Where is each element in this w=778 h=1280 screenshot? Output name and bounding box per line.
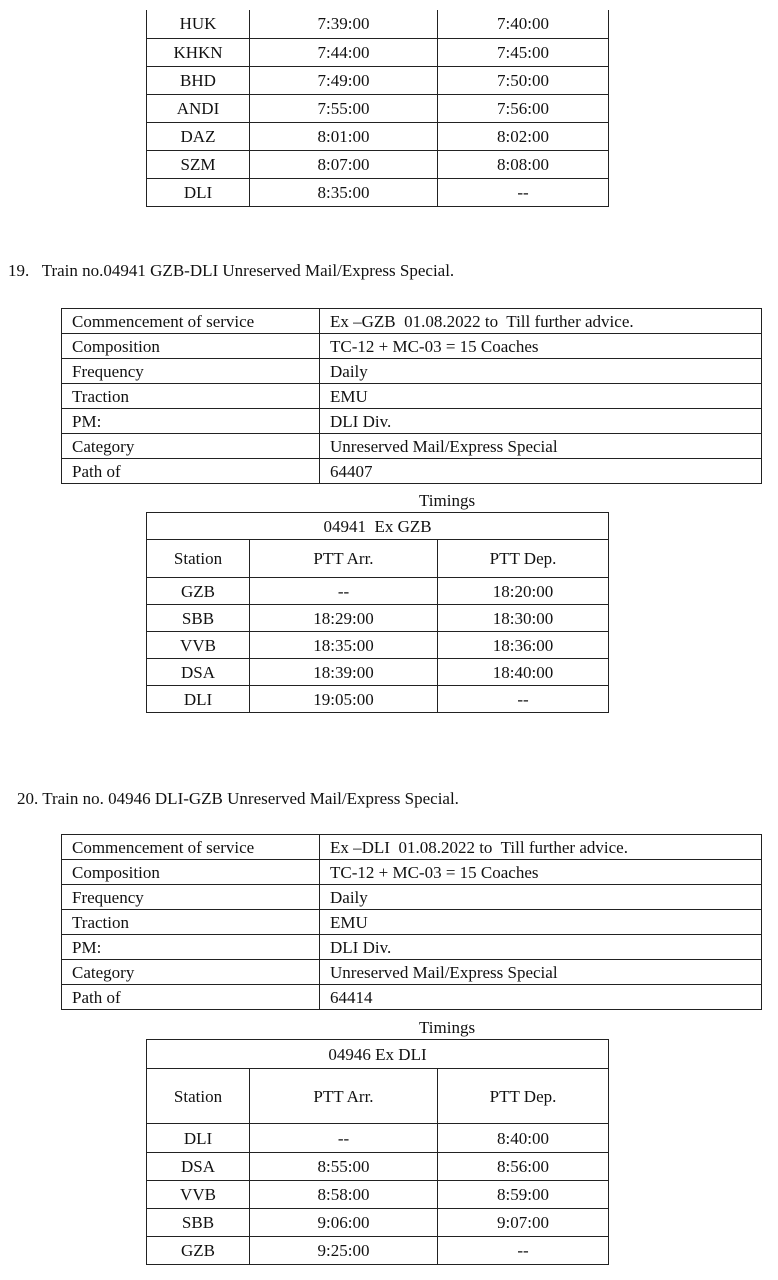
top-timing-table: [146, 10, 609, 207]
arrival-cell: 8:01:00: [250, 122, 438, 150]
arrival-cell: 7:39:00: [250, 10, 438, 38]
departure-cell: 7:56:00: [438, 94, 609, 122]
header-departure: PTT Dep.: [438, 1069, 609, 1124]
info-row: [62, 835, 762, 860]
info-row: [62, 409, 762, 434]
table-row: [147, 38, 609, 66]
info-value: Daily: [320, 885, 762, 910]
table-row: [147, 178, 609, 206]
info-value: Daily: [320, 359, 762, 384]
table-title: 04941 Ex GZB: [147, 513, 609, 540]
arrival-cell: 18:35:00: [250, 632, 438, 659]
info-value: TC-12 + MC-03 = 15 Coaches: [320, 334, 762, 359]
info-label: Frequency: [62, 359, 320, 384]
arrival-cell: 7:49:00: [250, 66, 438, 94]
info-row: [62, 885, 762, 910]
info-value: EMU: [320, 384, 762, 409]
info-row: [62, 459, 762, 484]
station-cell: SBB: [147, 1209, 250, 1237]
arrival-cell: 18:39:00: [250, 659, 438, 686]
arrival-cell: 9:25:00: [250, 1237, 438, 1265]
info-value: EMU: [320, 910, 762, 935]
station-cell: GZB: [147, 1237, 250, 1265]
section-20-heading: 20. Train no. 04946 DLI-GZB Unreserved Mail/Express Special.: [17, 789, 459, 808]
arrival-cell: 7:44:00: [250, 38, 438, 66]
departure-cell: 7:50:00: [438, 66, 609, 94]
info-value: Unreserved Mail/Express Special: [320, 960, 762, 985]
departure-cell: 18:40:00: [438, 659, 609, 686]
info-row: [62, 860, 762, 885]
table-row: [147, 10, 609, 38]
section-19-timings-label: Timings: [419, 491, 476, 510]
section-19-heading: 19. Train no.04941 GZB-DLI Unreserved Mail/Express Special.: [8, 261, 455, 280]
info-row: [62, 309, 762, 334]
table-row: [147, 1153, 609, 1181]
station-cell: DLI: [147, 178, 250, 206]
header-arrival: PTT Arr.: [250, 540, 438, 578]
station-cell: VVB: [147, 632, 250, 659]
arrival-cell: 8:55:00: [250, 1153, 438, 1181]
table-row: [147, 632, 609, 659]
table-row: [147, 578, 609, 605]
station-cell: DLI: [147, 1124, 250, 1153]
info-label: Category: [62, 434, 320, 459]
info-value: Ex –GZB 01.08.2022 to Till further advice.: [320, 309, 762, 334]
table-row: [147, 1237, 609, 1265]
departure-cell: --: [438, 686, 609, 713]
section-20-info-table: [61, 834, 762, 1010]
info-label: Path of: [62, 985, 320, 1010]
station-cell: KHKN: [147, 38, 250, 66]
info-row: [62, 334, 762, 359]
table-title-row: [147, 513, 609, 540]
arrival-cell: 8:35:00: [250, 178, 438, 206]
info-label: PM:: [62, 935, 320, 960]
info-label: Frequency: [62, 885, 320, 910]
arrival-cell: 19:05:00: [250, 686, 438, 713]
arrival-cell: 7:55:00: [250, 94, 438, 122]
departure-cell: 8:08:00: [438, 150, 609, 178]
info-label: Composition: [62, 334, 320, 359]
info-row: [62, 359, 762, 384]
info-label: Commencement of service: [62, 835, 320, 860]
departure-cell: 18:36:00: [438, 632, 609, 659]
info-value: DLI Div.: [320, 409, 762, 434]
departure-cell: --: [438, 1237, 609, 1265]
table-row: [147, 94, 609, 122]
info-label: PM:: [62, 409, 320, 434]
arrival-cell: 8:07:00: [250, 150, 438, 178]
section-19-info-table: [61, 308, 762, 484]
header-arrival: PTT Arr.: [250, 1069, 438, 1124]
arrival-cell: 8:58:00: [250, 1181, 438, 1209]
info-label: Path of: [62, 459, 320, 484]
section-20-timings-label: Timings: [419, 1018, 476, 1037]
arrival-cell: 18:29:00: [250, 605, 438, 632]
departure-cell: 18:30:00: [438, 605, 609, 632]
station-cell: DSA: [147, 659, 250, 686]
arrival-cell: --: [250, 578, 438, 605]
station-cell: BHD: [147, 66, 250, 94]
info-label: Traction: [62, 384, 320, 409]
station-cell: SBB: [147, 605, 250, 632]
table-row: [147, 1124, 609, 1153]
info-label: Commencement of service: [62, 309, 320, 334]
departure-cell: 8:59:00: [438, 1181, 609, 1209]
arrival-cell: 9:06:00: [250, 1209, 438, 1237]
station-cell: SZM: [147, 150, 250, 178]
table-row: [147, 686, 609, 713]
info-value: DLI Div.: [320, 935, 762, 960]
table-row: [147, 150, 609, 178]
departure-cell: --: [438, 178, 609, 206]
header-station: Station: [147, 1069, 250, 1124]
station-cell: DSA: [147, 1153, 250, 1181]
station-cell: VVB: [147, 1181, 250, 1209]
section-19-timing-table: [146, 512, 609, 713]
departure-cell: 18:20:00: [438, 578, 609, 605]
info-value: TC-12 + MC-03 = 15 Coaches: [320, 860, 762, 885]
info-row: [62, 910, 762, 935]
station-cell: DAZ: [147, 122, 250, 150]
section-20-timing-table: [146, 1039, 609, 1265]
info-label: Traction: [62, 910, 320, 935]
departure-cell: 8:40:00: [438, 1124, 609, 1153]
departure-cell: 7:40:00: [438, 10, 609, 38]
arrival-cell: --: [250, 1124, 438, 1153]
info-row: [62, 935, 762, 960]
table-row: [147, 659, 609, 686]
info-label: Composition: [62, 860, 320, 885]
station-cell: GZB: [147, 578, 250, 605]
departure-cell: 7:45:00: [438, 38, 609, 66]
table-row: [147, 122, 609, 150]
info-value: Ex –DLI 01.08.2022 to Till further advice.: [320, 835, 762, 860]
table-header-row: [147, 540, 609, 578]
header-departure: PTT Dep.: [438, 540, 609, 578]
table-row: [147, 605, 609, 632]
info-value: Unreserved Mail/Express Special: [320, 434, 762, 459]
departure-cell: 8:56:00: [438, 1153, 609, 1181]
station-cell: DLI: [147, 686, 250, 713]
departure-cell: 8:02:00: [438, 122, 609, 150]
station-cell: ANDI: [147, 94, 250, 122]
info-row: [62, 434, 762, 459]
station-cell: HUK: [147, 10, 250, 38]
info-row: [62, 384, 762, 409]
header-station: Station: [147, 540, 250, 578]
info-label: Category: [62, 960, 320, 985]
info-row: [62, 985, 762, 1010]
table-row: [147, 66, 609, 94]
info-value: 64407: [320, 459, 762, 484]
departure-cell: 9:07:00: [438, 1209, 609, 1237]
table-row: [147, 1209, 609, 1237]
table-header-row: [147, 1069, 609, 1124]
table-title-row: [147, 1040, 609, 1069]
table-title: 04946 Ex DLI: [147, 1040, 609, 1069]
table-row: [147, 1181, 609, 1209]
info-row: [62, 960, 762, 985]
info-value: 64414: [320, 985, 762, 1010]
